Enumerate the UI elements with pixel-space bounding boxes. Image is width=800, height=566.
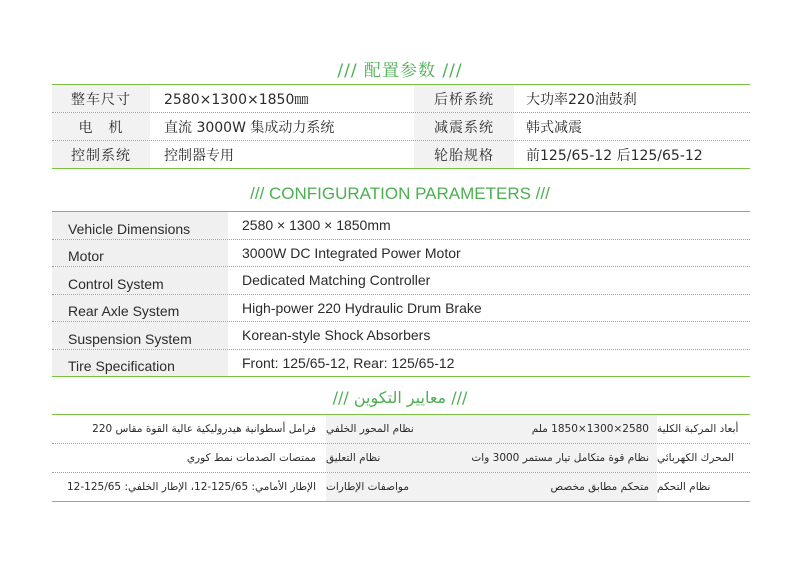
english-section-title: /// CONFIGURATION PARAMETERS /// <box>250 184 550 203</box>
spec-value: Front: 125/65-12, Rear: 125/65-12 <box>242 354 455 371</box>
spec-value: الإطار الأمامي: 125/65-12، الإطار الخلفي: 125/65-12 <box>66 481 316 493</box>
arabic-spec-table <box>52 414 750 502</box>
spec-label: المحرك الكهربائي <box>657 452 735 464</box>
spec-label: Tire Specification <box>52 350 228 377</box>
column-gap <box>400 141 414 168</box>
column-gap <box>400 85 414 112</box>
spec-value: 控制器专用 <box>164 147 234 164</box>
table-row <box>52 443 750 472</box>
table-row <box>52 472 750 501</box>
spec-value: 2580×1300×1850㎜ <box>164 91 309 108</box>
chinese-section-title: /// 配置参数 /// <box>337 61 463 81</box>
spec-value: 3000W DC Integrated Power Motor <box>242 244 461 261</box>
spec-label: 轮胎规格 <box>414 141 514 168</box>
spec-value: 前125/65-12 后125/65-12 <box>526 147 703 164</box>
spec-label: 整车尺寸 <box>52 85 150 112</box>
spec-value: 直流 3000W 集成动力系统 <box>164 119 335 136</box>
spec-label: Motor <box>52 240 228 267</box>
spec-label: نظام المحور الخلفي <box>326 415 421 443</box>
spec-label: Control System <box>52 267 228 294</box>
spec-label: أبعاد المركبة الكلية <box>657 423 739 435</box>
spec-label: 控制系统 <box>52 141 150 168</box>
table-row <box>52 239 750 267</box>
english-spec-table <box>52 211 750 377</box>
spec-label: Suspension System <box>52 322 228 349</box>
spec-value: متحكم مطابق مخصص <box>421 473 657 501</box>
table-row <box>52 85 750 112</box>
table-row <box>52 415 750 443</box>
spec-label: 后桥系统 <box>414 85 514 112</box>
spec-value: Dedicated Matching Controller <box>242 272 431 289</box>
table-row <box>52 321 750 349</box>
spec-value: 2580×1300×1850 ملم <box>421 415 657 443</box>
spec-value: 大功率220油鼓刹 <box>526 91 637 108</box>
table-row <box>52 140 750 168</box>
table-row <box>52 112 750 140</box>
spec-label: نظام التعليق <box>326 444 421 472</box>
arabic-section-title: /// معايير التكوين /// <box>332 388 468 407</box>
spec-label: نظام التحكم <box>657 481 711 493</box>
table-row <box>52 266 750 294</box>
table-row <box>52 349 750 377</box>
spec-label: 电 机 <box>52 113 150 140</box>
spec-label: 减震系统 <box>414 113 514 140</box>
spec-value: Korean-style Shock Absorbers <box>242 327 431 344</box>
spec-value: 2580 × 1300 × 1850mm <box>242 217 391 234</box>
spec-label: Rear Axle System <box>52 295 228 322</box>
column-gap <box>400 113 414 140</box>
spec-value: نظام قوة متكامل تيار مستمر 3000 وات <box>421 444 657 472</box>
spec-label: Vehicle Dimensions <box>52 212 228 239</box>
spec-value: High-power 220 Hydraulic Drum Brake <box>242 299 482 316</box>
table-row <box>52 212 750 239</box>
chinese-spec-table <box>52 84 750 169</box>
table-row <box>52 294 750 322</box>
spec-value: ممتصات الصدمات نمط كوري <box>186 452 316 464</box>
spec-value: فرامل أسطوانية هيدروليكية عالية القوة مقاس 220 <box>92 423 316 435</box>
spec-label: مواصفات الإطارات <box>326 473 421 501</box>
spec-value: 韩式减震 <box>526 119 582 136</box>
